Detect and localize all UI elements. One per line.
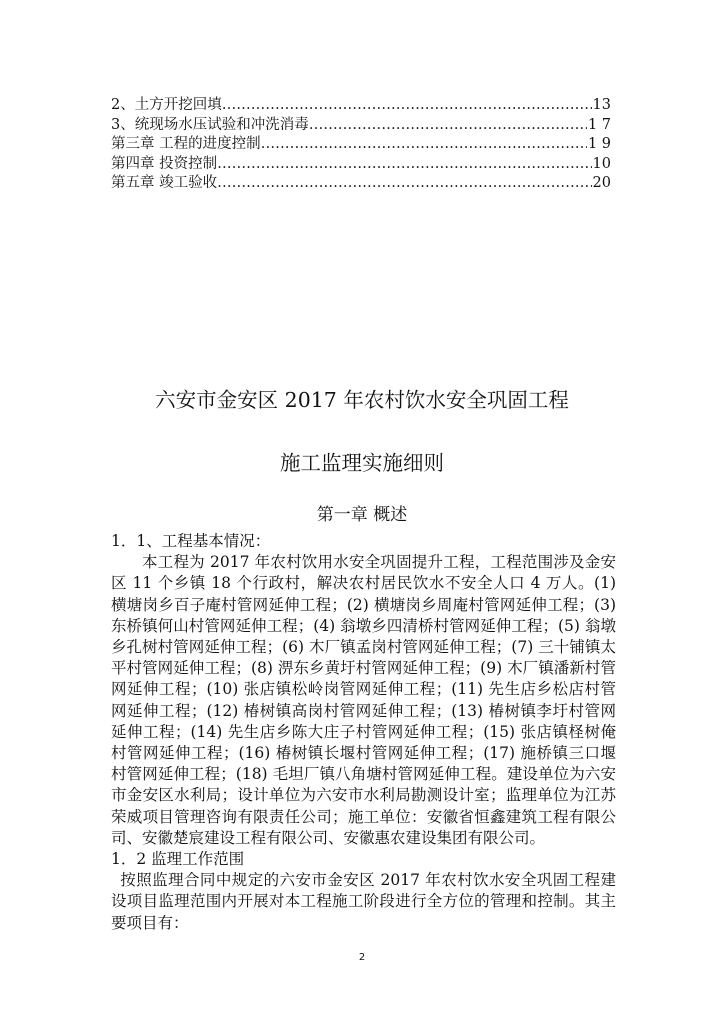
- toc-entry-label: 2、土方开挖回填: [111, 97, 222, 113]
- toc-entry: [111, 171, 611, 191]
- toc-entry-label: 第三章 工程的进度控制: [111, 136, 261, 152]
- toc-entry: [111, 93, 611, 113]
- toc-entry-page: 10: [592, 155, 611, 171]
- toc-entry-page: 1 9: [587, 136, 611, 152]
- toc-dot-leader: [217, 156, 591, 172]
- section-paragraph: 按照监理合同中规定的六安市金安区 2017 年农村饮水安全巩固工程建设项目监理范围内开展对本工程施工阶段进行全方位的管理和控制。其主要项目有：: [111, 871, 616, 932]
- toc-entry-page: 20: [592, 175, 611, 191]
- document-body: [111, 531, 616, 934]
- page-number: 2: [358, 952, 366, 963]
- section-heading: 1．1、工程基本情况：: [111, 532, 271, 550]
- document-title-line-2: 施工监理实施细则: [280, 451, 444, 475]
- section-heading: 1．2 监理工作范围: [111, 850, 245, 869]
- toc-entry-label: 3、统现场水压试验和冲洗消毒: [111, 116, 309, 132]
- chapter-heading: 第一章 概述: [316, 505, 408, 525]
- toc-dot-leader: [217, 175, 591, 191]
- toc-entry: [111, 132, 611, 152]
- table-of-contents: [111, 93, 611, 191]
- section-paragraph: 本工程为 2017 年农村饮用水安全巩固提升工程，工程范围涉及金安区 11 个乡镇 18 个行政村，解决农村居民饮水不安全人口 4 万人。(1) 横塘岗乡百子庵村管网延伸工程；(2) 横塘岗乡周庵村管网延伸工程；(3) 东桥镇何山村管网延伸工程；(4) 翁墩乡四清桥村管网延伸工程；(5) 翁墩乡孔树村管网延伸工程；(6) 木厂镇孟岗村管网延伸工程；(7) 三十铺镇太平村管网延伸工程；(8) 淠东乡黄圩村管网延伸工程；(9) 木厂镇潘新村管网延伸工程；(10) 张店镇松岭岗管网延伸工程；(11) 先生店乡松店村管网延伸工程；(12) 椿树镇高岗村管网延伸工程；(13) 椿树镇李圩村管网延伸工程；(14) 先生店乡陈大庄子村管网延伸工程；(15) 张店镇柽树俺村管网延伸工程；(16) 椿树镇长堰村管网延伸工程；(17) 施桥镇三口堰村管网延伸工程；(18) 毛坦厂镇八角塘村管网延伸工程。建设单位为六安市金安区水利局；设计单位为六安市水利局勘测设计室；监理单位为江苏荣威项目管理咨询有限责任公司；施工单位：安徽省恒鑫建筑工程有限公司、安徽楚宸建设工程有限公司、安徽惠农建设集团有限公司。: [111, 553, 616, 847]
- toc-entry-label: 第五章 竣工验收: [111, 175, 218, 191]
- toc-entry: [111, 152, 611, 172]
- toc-dot-leader: [309, 117, 587, 133]
- toc-entry: [111, 113, 611, 133]
- toc-dot-leader: [222, 97, 592, 113]
- toc-entry-page: 13: [592, 97, 611, 113]
- toc-entry-page: 1 7: [587, 116, 611, 132]
- document-title-line-1: 六安市金安区 2017 年农村饮水安全巩固工程: [155, 388, 569, 412]
- toc-dot-leader: [261, 136, 587, 152]
- toc-entry-label: 第四章 投资控制: [111, 155, 218, 171]
